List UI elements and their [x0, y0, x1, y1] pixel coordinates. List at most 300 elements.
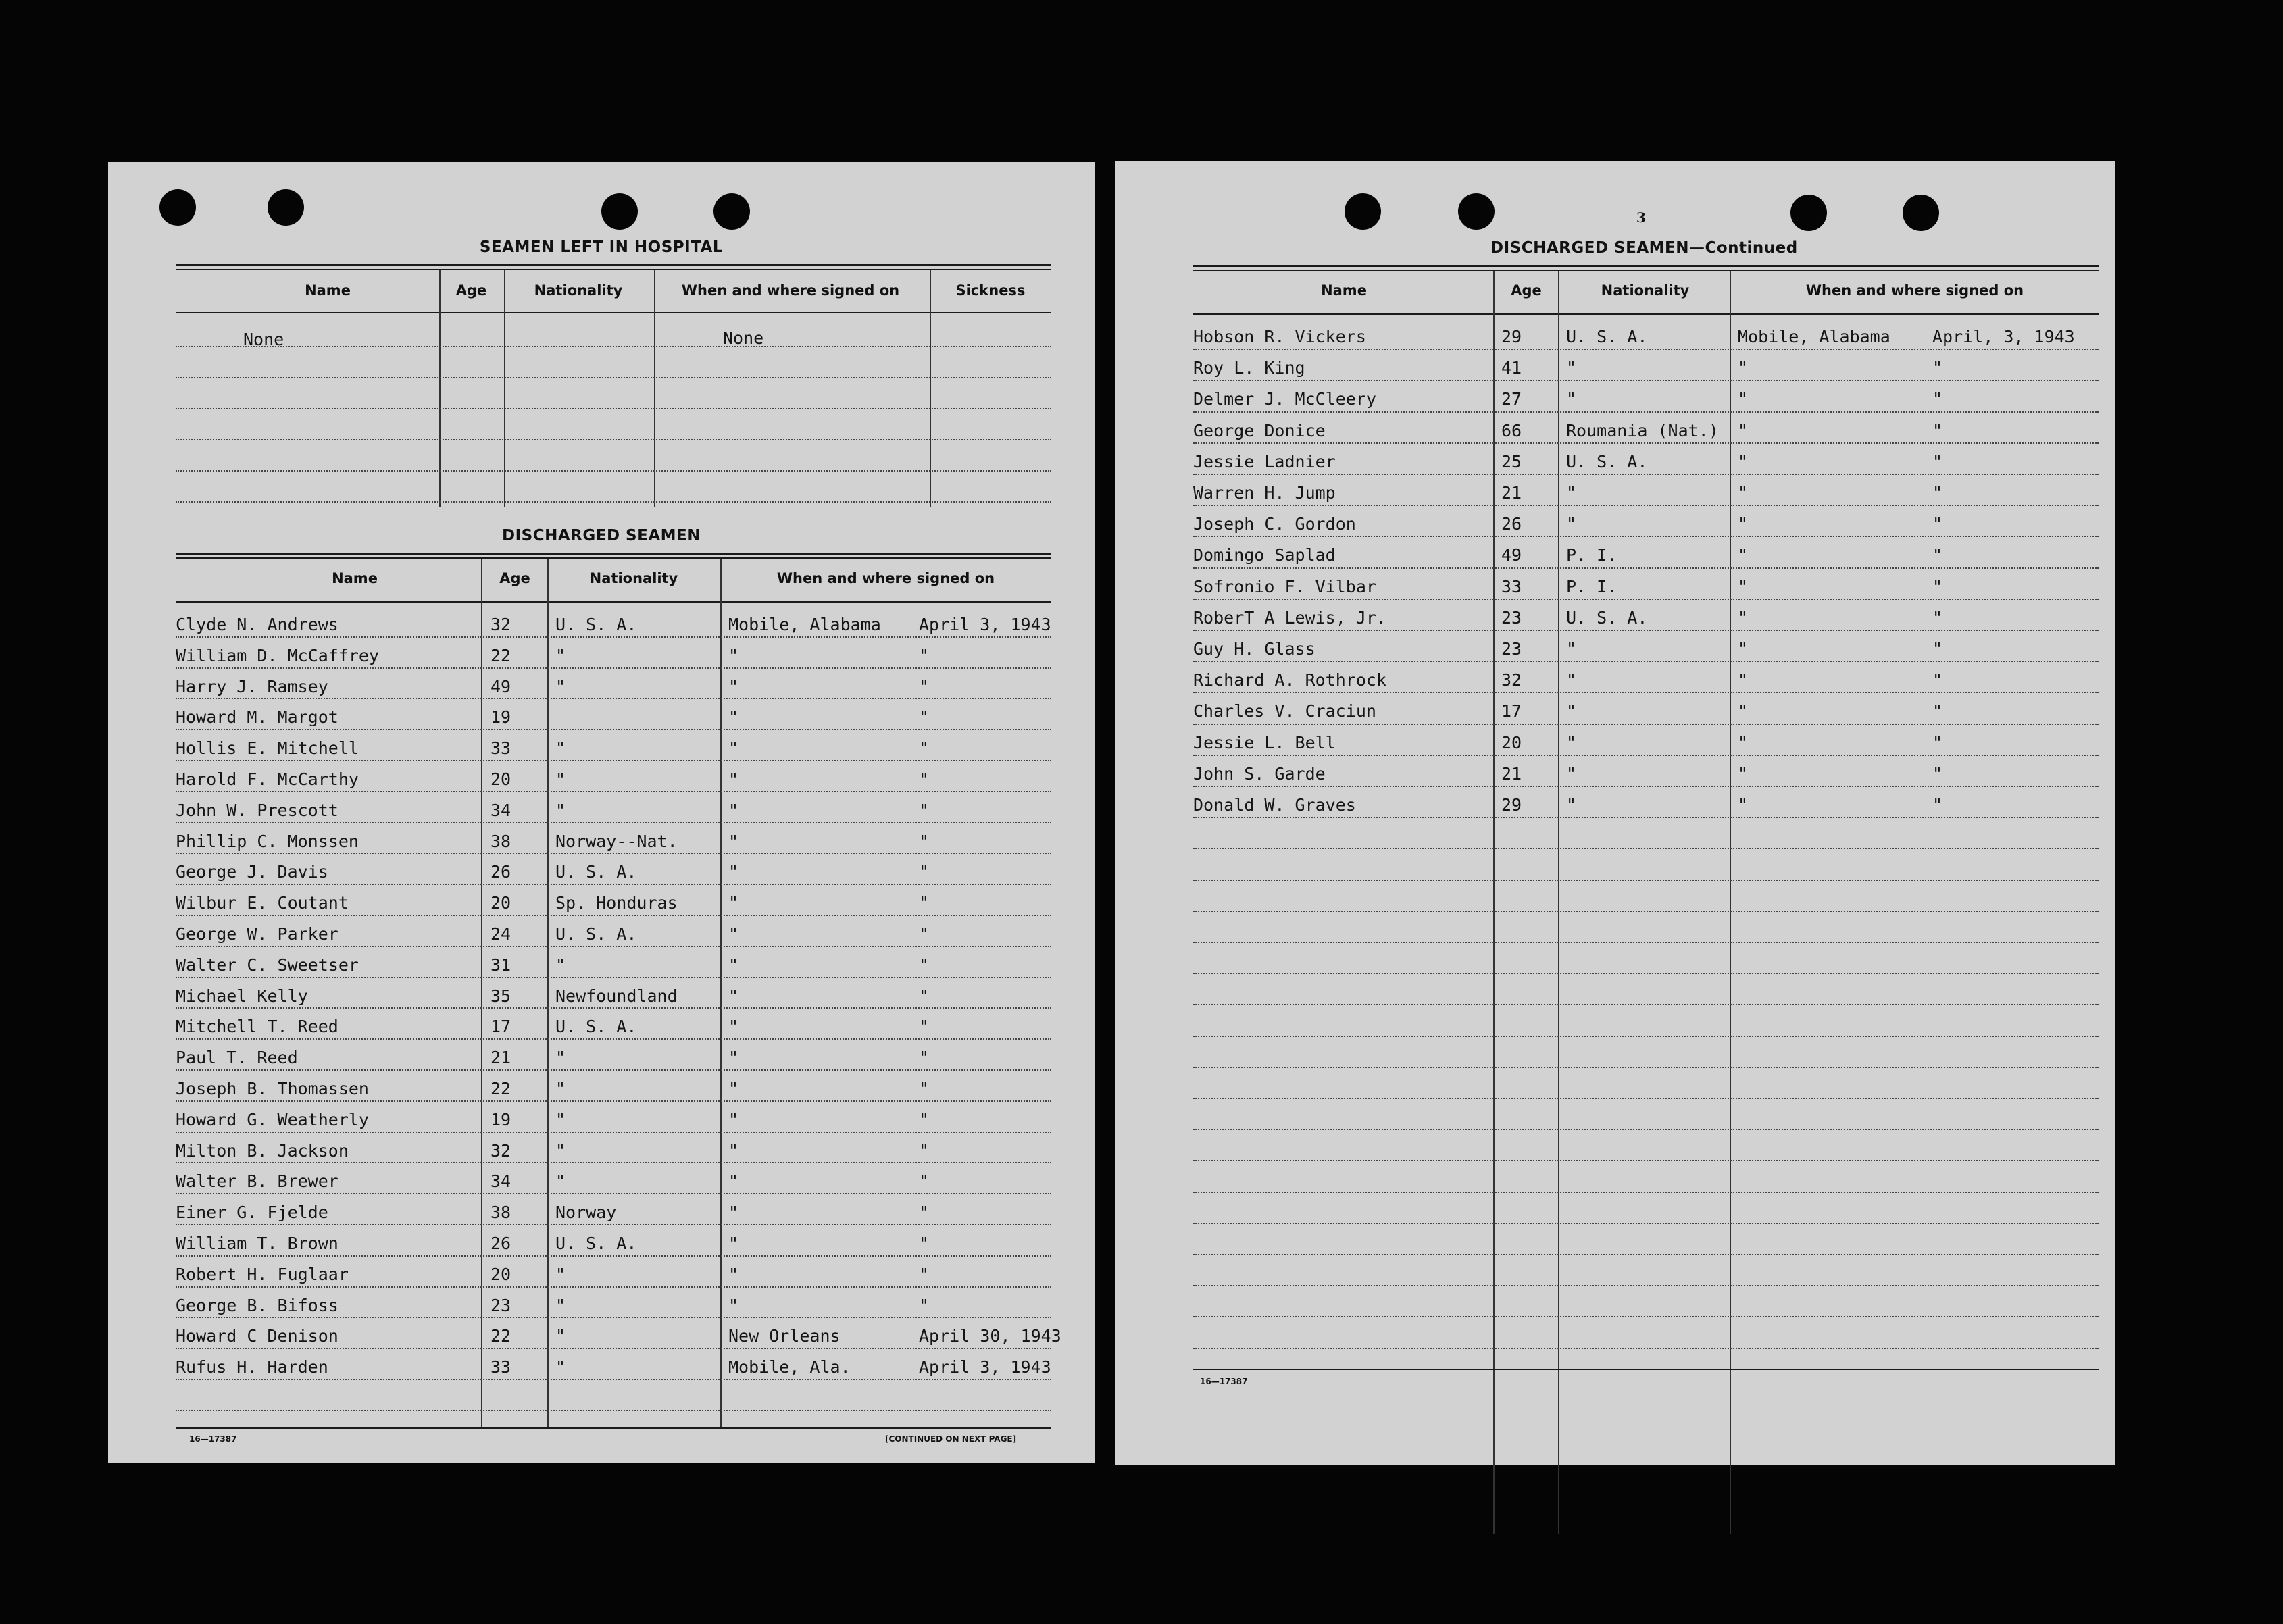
- signed-on-date: ": [919, 955, 930, 975]
- seaman-nationality: ": [1566, 670, 1577, 690]
- signed-on-place: ": [1738, 701, 1749, 721]
- signed-on-place: ": [728, 1202, 739, 1223]
- seaman-name: Howard M. Margot: [176, 707, 338, 728]
- seaman-nationality: ": [555, 676, 566, 696]
- seaman-age: 22: [491, 645, 511, 665]
- signed-on-place: ": [1738, 639, 1749, 659]
- col-header-nationality: Nationality: [1601, 282, 1690, 299]
- signed-on-date: April 3, 1943: [919, 615, 1051, 634]
- signed-on-date: ": [919, 769, 930, 789]
- seaman-age: 21: [1501, 763, 1522, 784]
- left-page: [108, 162, 1095, 1463]
- signed-on-place: ": [728, 1079, 739, 1098]
- row-rule: [1193, 1254, 2099, 1255]
- row-rule: [1193, 817, 2099, 818]
- signed-on-date: ": [1932, 670, 1943, 690]
- row-rule: [176, 1224, 1051, 1225]
- signed-on-date: ": [919, 986, 930, 1006]
- seaman-nationality: ": [555, 645, 566, 665]
- signed-on-date: ": [919, 893, 930, 913]
- signed-on-place: ": [1738, 483, 1749, 503]
- row-rule: [1193, 411, 2099, 413]
- seaman-name: William T. Brown: [176, 1234, 338, 1253]
- punch-hole: [268, 189, 304, 226]
- seaman-nationality: ": [1566, 795, 1577, 815]
- row-rule: [176, 729, 1051, 730]
- seaman-nationality: ": [1566, 514, 1577, 534]
- row-rule: [176, 1410, 1051, 1411]
- row-rule: [176, 1317, 1051, 1318]
- seaman-age: 23: [1501, 639, 1522, 659]
- row-rule: [176, 1038, 1051, 1040]
- rule: [1193, 265, 2099, 267]
- signed-on-place: ": [1738, 576, 1749, 597]
- signed-on-place: ": [728, 1171, 739, 1192]
- col-header-name: Name: [305, 282, 351, 299]
- signed-on-date: ": [1932, 701, 1943, 721]
- rule: [176, 269, 1051, 270]
- seaman-age: 19: [491, 707, 511, 728]
- seaman-name: William D. McCaffrey: [176, 645, 380, 665]
- signed-on-place: ": [728, 893, 739, 913]
- row-rule: [1193, 1223, 2099, 1224]
- seaman-name: Delmer J. McCleery: [1193, 389, 1376, 409]
- seaman-name: Howard C Denison: [176, 1326, 338, 1346]
- signed-on-place: ": [1738, 389, 1749, 409]
- seaman-nationality: Newfoundland: [555, 986, 678, 1006]
- signed-on-date: ": [919, 738, 930, 759]
- seaman-age: 25: [1501, 451, 1522, 472]
- row-rule: [176, 1193, 1051, 1194]
- seaman-nationality: ": [555, 1357, 566, 1377]
- seaman-nationality: U. S. A.: [555, 862, 637, 882]
- seaman-age: 49: [1501, 545, 1522, 565]
- rule: [1193, 1369, 2099, 1370]
- seaman-age: 29: [1501, 795, 1522, 815]
- seaman-nationality: P. I.: [1566, 545, 1617, 565]
- row-rule: [176, 1348, 1051, 1349]
- seaman-name: Walter C. Sweetser: [176, 955, 359, 975]
- row-rule: [1193, 755, 2099, 756]
- row-rule: [1193, 1348, 2099, 1349]
- signed-on-place: ": [728, 1109, 739, 1130]
- signed-on-place: ": [1738, 670, 1749, 690]
- seaman-nationality: U. S. A.: [1566, 607, 1648, 628]
- row-rule: [176, 915, 1051, 916]
- seaman-nationality: ": [1566, 639, 1577, 659]
- signed-on-date: ": [919, 1140, 930, 1161]
- row-rule: [1193, 911, 2099, 912]
- signed-on-place: ": [1738, 545, 1749, 565]
- seaman-age: 41: [1501, 358, 1522, 378]
- seaman-nationality: ": [555, 1326, 566, 1346]
- row-rule: [176, 791, 1051, 792]
- seaman-age: 17: [491, 1017, 511, 1037]
- row-rule: [176, 1007, 1051, 1009]
- seaman-nationality: ": [555, 800, 566, 820]
- row-rule: [1193, 442, 2099, 444]
- signed-on-date: ": [919, 924, 930, 944]
- signed-on-date: ": [1932, 545, 1943, 565]
- signed-on-place: ": [728, 800, 739, 820]
- signed-on-date: ": [919, 1079, 930, 1098]
- col-header-age: Age: [499, 570, 530, 586]
- signed-on-place: Mobile, Ala.: [728, 1357, 851, 1377]
- signed-on-place: ": [728, 1295, 739, 1315]
- signed-on-date: ": [1932, 389, 1943, 409]
- page-number: 3: [1636, 209, 1646, 226]
- signed-on-date: ": [919, 800, 930, 820]
- seaman-age: 32: [1501, 670, 1522, 690]
- seaman-name: Guy H. Glass: [1193, 639, 1315, 659]
- col-header-sickness: Sickness: [955, 282, 1026, 299]
- seaman-age: 34: [491, 800, 511, 820]
- row-rule: [1193, 536, 2099, 537]
- signed-on-date: ": [1932, 763, 1943, 784]
- seaman-nationality: ": [1566, 358, 1577, 378]
- rule: [176, 601, 1051, 603]
- row-rule: [1193, 1129, 2099, 1130]
- seaman-nationality: Norway: [555, 1202, 617, 1223]
- signed-on-place: ": [728, 862, 739, 882]
- seaman-nationality: ": [555, 738, 566, 759]
- punch-hole: [1345, 193, 1381, 230]
- rule: [176, 264, 1051, 266]
- row-rule: [1193, 848, 2099, 849]
- signed-on-date: ": [919, 1048, 930, 1068]
- seaman-name: George Donice: [1193, 420, 1326, 440]
- signed-on-date: ": [919, 862, 930, 882]
- seaman-name: Walter B. Brewer: [176, 1171, 338, 1192]
- signed-on-date: ": [919, 1202, 930, 1223]
- seaman-age: 26: [491, 862, 511, 882]
- right-page: [1115, 161, 2115, 1465]
- signed-on-place: ": [728, 769, 739, 789]
- signed-on-place: ": [1738, 607, 1749, 628]
- punch-hole: [713, 193, 750, 230]
- hospital-title: SEAMEN LEFT IN HOSPITAL: [479, 238, 724, 256]
- signed-on-place: ": [728, 1048, 739, 1068]
- signed-on-place: Mobile, Alabama: [728, 615, 881, 634]
- seaman-nationality: ": [555, 1079, 566, 1098]
- signed-on-place: ": [1738, 763, 1749, 784]
- seaman-age: 38: [491, 831, 511, 851]
- seaman-nationality: ": [555, 1171, 566, 1192]
- col-header-nationality: Nationality: [589, 570, 678, 586]
- seaman-age: 32: [491, 1140, 511, 1161]
- hospital-name: None: [243, 330, 284, 349]
- row-rule: [176, 1100, 1051, 1102]
- seaman-nationality: ": [1566, 701, 1577, 721]
- signed-on-date: April 30, 1943: [919, 1326, 1061, 1346]
- seaman-nationality: U. S. A.: [1566, 327, 1648, 347]
- row-rule: [176, 667, 1051, 669]
- seaman-name: Wilbur E. Coutant: [176, 893, 349, 913]
- signed-on-place: ": [728, 1264, 739, 1284]
- row-rule: [176, 1379, 1051, 1380]
- signed-on-place: ": [728, 707, 739, 728]
- row-rule: [1193, 505, 2099, 506]
- signed-on-date: April, 3, 1943: [1932, 327, 2075, 347]
- row-rule: [1193, 1160, 2099, 1161]
- seaman-name: RoberT A Lewis, Jr.: [1193, 607, 1386, 628]
- seaman-name: John S. Garde: [1193, 763, 1326, 784]
- seaman-name: George B. Bifoss: [176, 1295, 338, 1315]
- row-rule: [1193, 349, 2099, 350]
- seaman-age: 23: [491, 1295, 511, 1315]
- seaman-age: 27: [1501, 389, 1522, 409]
- punch-hole: [1790, 195, 1827, 231]
- row-rule: [176, 977, 1051, 978]
- hospital-signed-on: None: [723, 328, 764, 348]
- row-rule: [176, 853, 1051, 854]
- seaman-nationality: ": [555, 1048, 566, 1068]
- seaman-name: Hollis E. Mitchell: [176, 738, 359, 759]
- row-rule: [1193, 880, 2099, 881]
- punch-hole: [1903, 195, 1939, 231]
- seaman-age: 22: [491, 1326, 511, 1346]
- seaman-age: 49: [491, 676, 511, 696]
- signed-on-date: ": [1932, 451, 1943, 472]
- signed-on-place: ": [1738, 358, 1749, 378]
- discharged-title: DISCHARGED SEAMEN: [502, 527, 701, 544]
- row-rule: [1193, 474, 2099, 475]
- row-rule: [1193, 1316, 2099, 1317]
- seaman-age: 29: [1501, 327, 1522, 347]
- seaman-name: Joseph B. Thomassen: [176, 1079, 369, 1098]
- seaman-name: George J. Davis: [176, 862, 328, 882]
- seaman-name: Richard A. Rothrock: [1193, 670, 1386, 690]
- seaman-age: 33: [491, 738, 511, 759]
- seaman-name: Hobson R. Vickers: [1193, 327, 1366, 347]
- row-rule: [1193, 380, 2099, 381]
- seaman-name: Harry J. Ramsey: [176, 676, 328, 696]
- seaman-name: Howard G. Weatherly: [176, 1109, 369, 1130]
- seaman-name: Donald W. Graves: [1193, 795, 1356, 815]
- seaman-name: John W. Prescott: [176, 800, 338, 820]
- punch-hole: [601, 193, 638, 230]
- seaman-age: 66: [1501, 420, 1522, 440]
- signed-on-place: Mobile, Alabama: [1738, 327, 1890, 347]
- row-rule: [176, 1132, 1051, 1133]
- signed-on-date: ": [919, 1017, 930, 1037]
- row-rule: [1193, 1192, 2099, 1193]
- seaman-age: 32: [491, 615, 511, 634]
- seaman-nationality: U. S. A.: [555, 924, 637, 944]
- signed-on-date: ": [919, 1234, 930, 1253]
- seaman-nationality: ": [1566, 732, 1577, 753]
- row-rule: [176, 884, 1051, 885]
- signed-on-date: ": [1932, 514, 1943, 534]
- seaman-name: Roy L. King: [1193, 358, 1305, 378]
- col-header-name: Name: [332, 570, 378, 586]
- signed-on-date: April 3, 1943: [919, 1357, 1051, 1377]
- seaman-age: 35: [491, 986, 511, 1006]
- seaman-age: 21: [1501, 483, 1522, 503]
- seaman-age: 23: [1501, 607, 1522, 628]
- seaman-nationality: ": [1566, 763, 1577, 784]
- seaman-nationality: U. S. A.: [1566, 451, 1648, 472]
- seaman-age: 22: [491, 1079, 511, 1098]
- signed-on-date: ": [1932, 795, 1943, 815]
- seaman-age: 33: [1501, 576, 1522, 597]
- seaman-name: Jessie L. Bell: [1193, 732, 1336, 753]
- seaman-nationality: P. I.: [1566, 576, 1617, 597]
- seaman-age: 20: [491, 893, 511, 913]
- signed-on-date: ": [919, 645, 930, 665]
- seaman-age: 26: [491, 1234, 511, 1253]
- seaman-name: Milton B. Jackson: [176, 1140, 349, 1161]
- col-header-signed-on: When and where signed on: [681, 282, 900, 299]
- signed-on-date: ": [919, 1295, 930, 1315]
- punch-hole: [1458, 193, 1495, 230]
- col-header-age: Age: [1511, 282, 1542, 299]
- signed-on-place: ": [1738, 420, 1749, 440]
- seaman-age: 20: [491, 769, 511, 789]
- seaman-nationality: ": [1566, 389, 1577, 409]
- rule: [1193, 313, 2099, 315]
- seaman-age: 21: [491, 1048, 511, 1068]
- seaman-name: Clyde N. Andrews: [176, 615, 338, 634]
- row-rule: [176, 1069, 1051, 1071]
- signed-on-place: ": [728, 924, 739, 944]
- row-rule: [1193, 786, 2099, 787]
- signed-on-place: ": [728, 986, 739, 1006]
- seaman-nationality: Norway--Nat.: [555, 831, 678, 851]
- seaman-name: Paul T. Reed: [176, 1048, 298, 1068]
- discharged-continued-title: DISCHARGED SEAMEN—Continued: [1490, 239, 1798, 257]
- row-rule: [1193, 724, 2099, 725]
- row-rule: [1193, 942, 2099, 943]
- rule: [176, 312, 1051, 313]
- seaman-name: Einer G. Fjelde: [176, 1202, 328, 1223]
- row-rule: [1193, 973, 2099, 974]
- signed-on-place: ": [1738, 732, 1749, 753]
- signed-on-date: ": [919, 707, 930, 728]
- signed-on-date: ": [919, 676, 930, 696]
- row-rule: [176, 1255, 1051, 1257]
- seaman-nationality: ": [555, 1295, 566, 1315]
- seaman-age: 24: [491, 924, 511, 944]
- row-rule: [1193, 1285, 2099, 1286]
- seaman-name: Phillip C. Monssen: [176, 831, 359, 851]
- signed-on-place: ": [728, 831, 739, 851]
- signed-on-date: ": [1932, 420, 1943, 440]
- seaman-nationality: U. S. A.: [555, 1234, 637, 1253]
- row-rule: [1193, 661, 2099, 662]
- signed-on-date: ": [1932, 607, 1943, 628]
- col-header-name: Name: [1321, 282, 1367, 299]
- seaman-age: 33: [491, 1357, 511, 1377]
- signed-on-place: ": [728, 676, 739, 696]
- seaman-name: Joseph C. Gordon: [1193, 514, 1356, 534]
- seaman-nationality: U. S. A.: [555, 615, 637, 634]
- row-rule: [176, 1162, 1051, 1163]
- seaman-age: 31: [491, 955, 511, 975]
- punch-hole: [159, 189, 196, 226]
- signed-on-place: ": [1738, 795, 1749, 815]
- signed-on-date: ": [919, 1264, 930, 1284]
- row-rule: [176, 698, 1051, 699]
- row-rule: [1193, 1098, 2099, 1099]
- seaman-age: 19: [491, 1109, 511, 1130]
- signed-on-place: ": [728, 1017, 739, 1037]
- signed-on-date: ": [919, 831, 930, 851]
- seaman-nationality: Sp. Honduras: [555, 893, 678, 913]
- col-header-signed-on: When and where signed on: [1805, 282, 2024, 299]
- form-number: 16—17387: [189, 1434, 237, 1444]
- row-rule: [1193, 692, 2099, 693]
- seaman-age: 38: [491, 1202, 511, 1223]
- row-rule: [1193, 1067, 2099, 1068]
- rule: [1193, 270, 2099, 271]
- signed-on-date: ": [1932, 732, 1943, 753]
- seaman-name: Michael Kelly: [176, 986, 308, 1006]
- signed-on-date: ": [919, 1109, 930, 1130]
- seaman-nationality: ": [555, 769, 566, 789]
- form-number: 16—17387: [1200, 1377, 1248, 1386]
- col-header-age: Age: [455, 282, 487, 299]
- seaman-nationality: ": [555, 955, 566, 975]
- seaman-age: 20: [491, 1264, 511, 1284]
- seaman-name: Rufus H. Harden: [176, 1357, 328, 1377]
- row-rule: [1193, 630, 2099, 631]
- row-rule: [176, 636, 1051, 638]
- seaman-nationality: ": [555, 1264, 566, 1284]
- rule: [176, 557, 1051, 559]
- row-rule: [176, 760, 1051, 761]
- signed-on-date: ": [1932, 576, 1943, 597]
- signed-on-place: ": [1738, 451, 1749, 472]
- seaman-name: Robert H. Fuglaar: [176, 1264, 349, 1284]
- signed-on-place: ": [728, 645, 739, 665]
- signed-on-date: ": [919, 1171, 930, 1192]
- rule: [176, 553, 1051, 555]
- signed-on-place: ": [728, 1234, 739, 1253]
- row-rule: [1193, 599, 2099, 600]
- signed-on-date: ": [1932, 639, 1943, 659]
- seaman-age: 26: [1501, 514, 1522, 534]
- seaman-name: George W. Parker: [176, 924, 338, 944]
- seaman-nationality: ": [555, 1140, 566, 1161]
- seaman-name: Harold F. McCarthy: [176, 769, 359, 789]
- signed-on-place: ": [728, 738, 739, 759]
- rule: [176, 1427, 1051, 1429]
- row-rule: [1193, 1036, 2099, 1037]
- seaman-name: Mitchell T. Reed: [176, 1017, 338, 1037]
- signed-on-place: New Orleans: [728, 1326, 841, 1346]
- row-rule: [176, 1286, 1051, 1288]
- seaman-age: 17: [1501, 701, 1522, 721]
- seaman-nationality: ": [1566, 483, 1577, 503]
- seaman-nationality: ": [555, 1109, 566, 1130]
- seaman-name: Warren H. Jump: [1193, 483, 1336, 503]
- row-rule: [1193, 567, 2099, 569]
- continued-note: [CONTINUED ON NEXT PAGE]: [885, 1434, 1017, 1444]
- signed-on-date: ": [1932, 358, 1943, 378]
- signed-on-place: ": [728, 1140, 739, 1161]
- seaman-name: Domingo Saplad: [1193, 545, 1336, 565]
- seaman-name: Sofronio F. Vilbar: [1193, 576, 1376, 597]
- row-rule: [1193, 1004, 2099, 1005]
- signed-on-place: ": [1738, 514, 1749, 534]
- col-header-nationality: Nationality: [534, 282, 623, 299]
- col-header-signed-on: When and where signed on: [776, 570, 995, 586]
- signed-on-place: ": [728, 955, 739, 975]
- seaman-name: Charles V. Craciun: [1193, 701, 1376, 721]
- seaman-nationality: U. S. A.: [555, 1017, 637, 1037]
- signed-on-date: ": [1932, 483, 1943, 503]
